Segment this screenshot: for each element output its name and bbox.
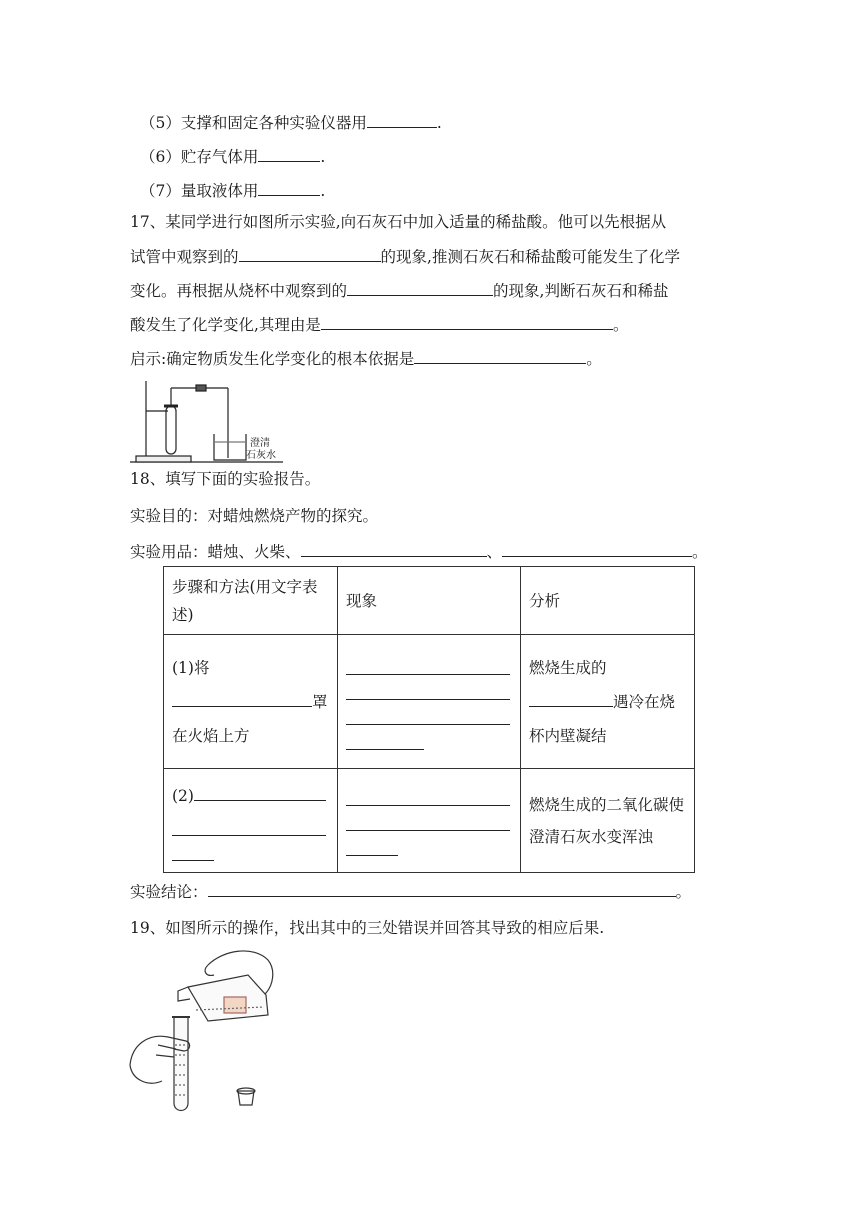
fig17-label-line1: 澄清 bbox=[250, 438, 270, 449]
row2-phen-blank[interactable] bbox=[346, 783, 510, 806]
row1-analysis-blank[interactable] bbox=[529, 690, 613, 707]
q17-line4 bbox=[130, 313, 628, 336]
row1-step-a: (1)将 bbox=[172, 658, 210, 677]
row2-step-blank[interactable] bbox=[172, 838, 214, 861]
conclusion-label: 实验结论： bbox=[130, 883, 208, 901]
q17-text: 的现象,推测石灰石和稀盐酸可能发生了化学 bbox=[380, 248, 680, 266]
row1-analysis bbox=[521, 635, 695, 769]
row1-analysis-b: 遇冷在烧 bbox=[613, 692, 676, 711]
item-7-text: （7）量取液体用 bbox=[140, 182, 259, 200]
row2-phen-blank[interactable] bbox=[346, 808, 510, 831]
q18-title: 18、填写下面的实验报告。 bbox=[130, 470, 321, 488]
item-6-text: （6）贮存气体用 bbox=[140, 148, 259, 166]
row2-step-blank[interactable] bbox=[194, 784, 326, 801]
header-step: 步骤和方法(用文字表述) bbox=[164, 567, 338, 635]
materials-sep: 、 bbox=[486, 543, 503, 561]
materials-blank-2[interactable] bbox=[502, 540, 692, 557]
q17-blank-4[interactable] bbox=[414, 347, 586, 364]
table-row bbox=[164, 635, 695, 769]
row1-phen-blank[interactable] bbox=[346, 702, 510, 725]
blank-7[interactable] bbox=[258, 179, 320, 196]
materials-end: 。 bbox=[692, 543, 708, 561]
q17-line1: 17、某同学进行如图所示实验,向石灰石中加入适量的稀盐酸。他可以先根据从 bbox=[130, 213, 667, 231]
conclusion-end: 。 bbox=[675, 883, 692, 901]
q17-text: 酸发生了化学变化,其理由是 bbox=[130, 316, 321, 334]
row2-step-line1 bbox=[172, 779, 329, 813]
row2-phenomenon bbox=[338, 769, 521, 873]
q17-blank-2[interactable] bbox=[347, 279, 493, 296]
item-6-end: . bbox=[320, 148, 326, 166]
apparatus-figure bbox=[128, 376, 288, 466]
q17-hint-end: 。 bbox=[586, 350, 602, 368]
q17-text: 变化。再根据从烧杯中观察到的 bbox=[130, 282, 348, 300]
row2-analysis: 燃烧生成的二氧化碳使澄清石灰水变浑浊 bbox=[521, 769, 695, 873]
row1-step-b-line bbox=[172, 685, 329, 719]
row1-phen-blank[interactable] bbox=[346, 677, 510, 700]
q18-materials bbox=[130, 540, 708, 563]
item-5-end: . bbox=[436, 114, 442, 132]
table-row bbox=[164, 769, 695, 873]
header-phenomenon: 现象 bbox=[338, 567, 521, 635]
row1-phen-blank[interactable] bbox=[346, 652, 510, 675]
row1-analysis-c: 杯内壁凝结 bbox=[529, 726, 607, 745]
q17-text: 试管中观察到的 bbox=[130, 248, 239, 266]
row2-phen-blank[interactable] bbox=[346, 833, 398, 856]
item-5-text: （5）支撑和固定各种实验仪器用 bbox=[140, 114, 367, 132]
report-table bbox=[163, 566, 695, 873]
row1-analysis-a: 燃烧生成的 bbox=[529, 658, 607, 677]
row1-phenomenon bbox=[338, 635, 521, 769]
item-6 bbox=[140, 145, 325, 168]
item-7-end: . bbox=[320, 182, 326, 200]
row1-step-blank[interactable] bbox=[172, 690, 312, 707]
row1-step bbox=[164, 635, 338, 769]
row2-step-a: (2) bbox=[172, 786, 194, 805]
q17-text: 。 bbox=[612, 316, 629, 334]
item-5 bbox=[140, 111, 442, 134]
q17-hint bbox=[130, 347, 602, 370]
row1-phen-blank[interactable] bbox=[346, 727, 424, 750]
q17-text: 的现象,判断石灰石和稀盐 bbox=[493, 282, 669, 300]
q17-blank-3[interactable] bbox=[321, 313, 613, 330]
row1-analysis-b-line bbox=[529, 685, 686, 719]
row2-step bbox=[164, 769, 338, 873]
row1-step-b: 罩 bbox=[312, 692, 328, 711]
q17-hint-text: 启示:确定物质发生化学变化的根本依据是 bbox=[130, 350, 415, 368]
materials-text: 实验用品：蜡烛、火柴、 bbox=[130, 543, 301, 561]
q18-conclusion bbox=[130, 880, 691, 903]
q17-line3 bbox=[130, 279, 668, 302]
pouring-figure bbox=[128, 945, 288, 1115]
table-header-row bbox=[164, 567, 695, 635]
fig17-label-line2: 石灰水 bbox=[246, 450, 276, 461]
item-7 bbox=[140, 179, 325, 202]
conclusion-blank[interactable] bbox=[208, 880, 676, 897]
q18-purpose: 实验目的：对蜡烛燃烧产物的探究。 bbox=[130, 507, 379, 525]
row1-step-c: 在火焰上方 bbox=[172, 726, 250, 745]
row2-step-blank[interactable] bbox=[172, 813, 326, 836]
q17-blank-1[interactable] bbox=[239, 245, 381, 262]
blank-5[interactable] bbox=[367, 111, 437, 128]
q17-line2 bbox=[130, 245, 680, 268]
q19-question: 19、如图所示的操作，找出其中的三处错误并回答其导致的相应后果. bbox=[130, 919, 605, 937]
blank-6[interactable] bbox=[258, 145, 320, 162]
materials-blank-1[interactable] bbox=[301, 540, 487, 557]
header-analysis: 分析 bbox=[521, 567, 695, 635]
